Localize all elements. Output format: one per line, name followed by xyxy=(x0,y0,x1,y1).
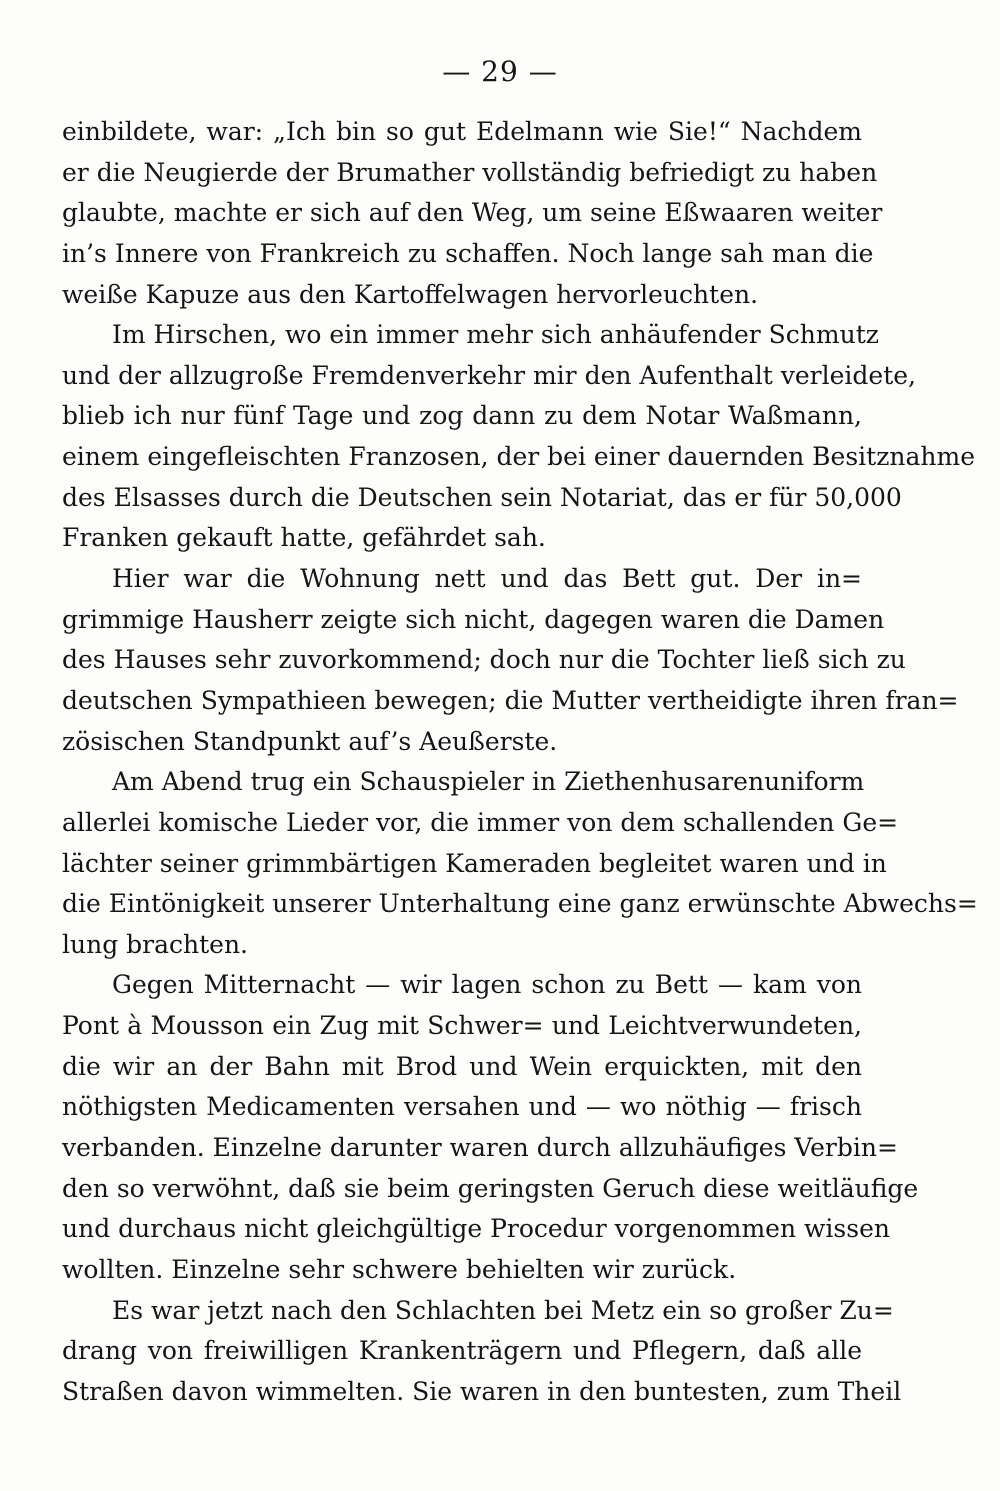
text-line: er die Neugierde der Brumather vollständig befriedigt zu haben xyxy=(62,157,878,187)
text-line: und durchaus nicht gleichgültige Procedur vorgenommen wissen xyxy=(62,1214,890,1244)
text-line: Pont à Mousson ein Zug mit Schwer= und Leichtverwundeten, xyxy=(62,1011,862,1041)
text-line: und der allzugroße Fremdenverkehr mir den Aufenthalt verleidete, xyxy=(62,360,917,390)
text-line: Am Abend trug ein Schauspieler in Ziethenhusarenuniform xyxy=(112,767,865,797)
text-line: blieb ich nur fünf Tage und zog dann zu dem Notar Waßmann, xyxy=(62,401,862,431)
text-line: glaubte, machte er sich auf den Weg, um seine Eßwaaren weiter xyxy=(62,198,883,228)
text-line: verbanden. Einzelne darunter waren durch allzuhäufiges Verbin= xyxy=(62,1133,898,1163)
text-line: einbildete, war: „Ich bin so gut Edelmann wie Sie!“ Nachdem xyxy=(62,117,862,146)
body-text xyxy=(62,112,978,1413)
text-line: des Elsasses durch die Deutschen sein Notariat, das er für 50,000 xyxy=(62,482,902,512)
text-line: lung brachten. xyxy=(62,929,248,959)
text-line: drang von freiwilligen Krankenträgern und Pflegern, daß alle xyxy=(62,1336,862,1366)
text-line: zösischen Standpunkt auf’s Aeußerste. xyxy=(62,726,558,756)
text-line: Hier war die Wohnung nett und das Bett gut. Der in= xyxy=(112,564,862,594)
text-line: den so verwöhnt, daß sie beim geringsten Geruch diese weitläufige xyxy=(62,1173,919,1203)
text-line: allerlei komische Lieder vor, die immer von dem schallenden Ge= xyxy=(62,807,899,837)
text-line: die wir an der Bahn mit Brod und Wein erquickten, mit den xyxy=(62,1051,862,1081)
page-number: — 29 — xyxy=(442,55,558,88)
text-line: weiße Kapuze aus den Kartoffelwagen hervorleuchten. xyxy=(62,279,759,309)
text-line: Im Hirschen, wo ein immer mehr sich anhäufender Schmutz xyxy=(112,320,879,350)
text-line: deutschen Sympathieen bewegen; die Mutter vertheidigte ihren fran= xyxy=(62,685,959,715)
text-line: Franken gekauft hatte, gefährdet sah. xyxy=(62,523,546,553)
text-line: des Hauses sehr zuvorkommend; doch nur die Tochter ließ sich zu xyxy=(62,645,906,675)
text-line: die Eintönigkeit unserer Unterhaltung eine ganz erwünschte Abwechs= xyxy=(62,889,978,919)
text-line: Es war jetzt nach den Schlachten bei Metz ein so großer Zu= xyxy=(112,1295,894,1325)
text-line: einem eingefleischten Franzosen, der bei einer dauernden Besitznahme xyxy=(62,442,976,472)
text-line: lächter seiner grimmbärtigen Kameraden begleitet waren und in xyxy=(62,848,887,878)
text-line: wollten. Einzelne sehr schwere behielten wir zurück. xyxy=(62,1254,737,1284)
text-line: grimmige Hausherr zeigte sich nicht, dagegen waren die Damen xyxy=(62,604,885,634)
text-line: in’s Innere von Frankreich zu schaffen. Noch lange sah man die xyxy=(62,238,874,268)
text-line: Gegen Mitternacht — wir lagen schon zu Bett — kam von xyxy=(112,970,862,1000)
text-line: nöthigsten Medicamenten versahen und — wo nöthig — frisch xyxy=(62,1092,862,1122)
text-line: Straßen davon wimmelten. Sie waren in den buntesten, zum Theil xyxy=(62,1376,902,1406)
